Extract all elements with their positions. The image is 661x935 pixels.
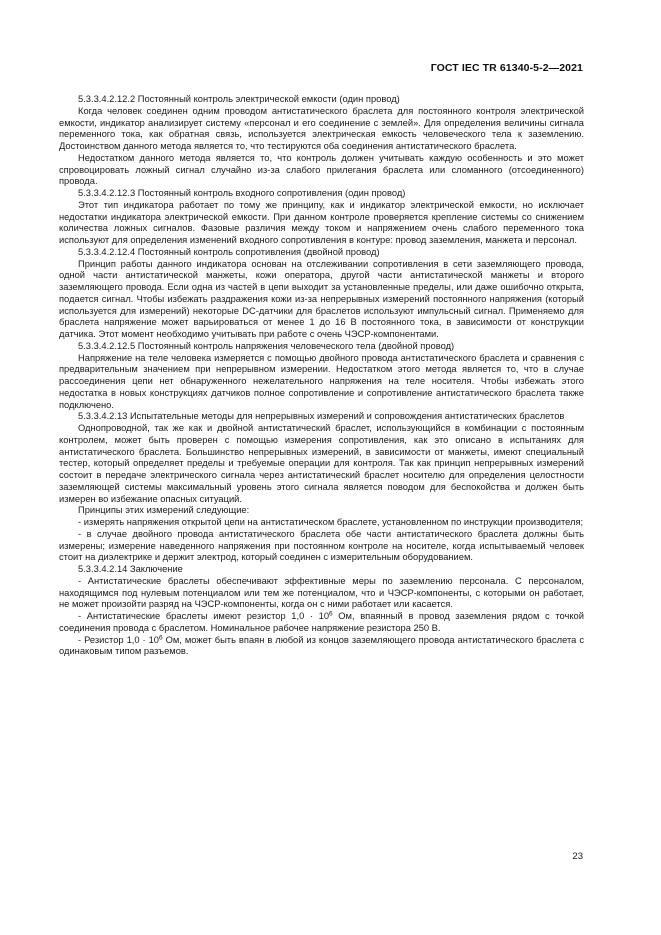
text-run: Ом, может быть впаян в любой из концов заземляющего провода антистатического браслета с одинаковым типом разъемов.	[59, 634, 584, 657]
section-heading: 5.3.3.4.2.12.5 Постоянный контроль напряжения человеческого тела (двойной провод)	[78, 340, 455, 351]
text-run: - Резистор 1,0 · 10	[78, 634, 160, 645]
list-item: - измерять напряжения открытой цепи на антистатическом браслете, установленном по инструкции производителя;	[78, 517, 584, 527]
page-number: 23	[572, 851, 583, 862]
list-item-resistor	[59, 635, 584, 659]
section-heading: 5.3.3.4.2.12.3 Постоянный контроль входного сопротивления (один провод)	[78, 188, 406, 198]
text-run: - Антистатические браслеты имеют резистор 1,0 · 10	[78, 611, 330, 621]
page-body	[59, 94, 584, 658]
exponent: 6	[329, 610, 333, 618]
paragraph: Напряжение на теле человека измеряется с помощью двойного провода антистатического браслета и сравнения с предварительным значением при непрерывном измерении. Недостатком этого метода является то, что в случае рассоединения цепи нет обнаруженного нежелательного напряжения на теле носителя. Чтобы избежать этого недостатка в новых конструкциях датчиков полное сопротивление и сопротивление антистатического браслета также подключено.	[59, 352, 584, 410]
paragraph: Когда человек соединен одним проводом антистатического браслета для постоянного контроля электрической емкости, индикатор анализирует систему «персонал и его соединение с землей». Для определения величины сигнала переменного тока, как обратная связь, используется электрическая емкость человеческого тела к заземлению. Достоинством данного метода является то, что тестируются оба соединения антистатического браслета.	[59, 105, 584, 151]
list-item: - в случае двойного провода антистатического браслета обе части антистатического браслета должны быть измерены; измерение наведенного напряжения при постоянном контроле на носителе, когда испытываемый человек стоит на диэлектрике и держит электрод, который соединен с измерительным оборудованием.	[59, 528, 584, 563]
paragraph: Однопроводной, так же как и двойной антистатический браслет, использующийся в комбинации с постоянным контролем, может быть проверен с помощью измерения сопротивления, как это описано в испытаниях для антистатического браслета. Большинство непрерывных измерений, в зависимости от манжеты, имеют специальный тестер, который определяет пределы и требуемые операции для контроля. Так как принцип непрерывных измерений состоит в передаче электрического сигнала через антистатический браслет носителю для определения целостности заземляющей системы максимальный уровень этого сигнала является поводом для беспокойства и должен быть измерен во избежание опасных ситуаций.	[59, 423, 584, 504]
section-heading: 5.3.3.4.2.12.2 Постоянный контроль электрической емкости (один провод)	[78, 94, 400, 104]
section-heading: 5.3.3.4.2.14 Заключение	[78, 564, 183, 574]
paragraph: Принцип работы данного индикатора основан на отслеживании сопротивления в сети заземляющего провода, одной части антистатической манжеты, кожи оператора, другой части антистатической манжеты и второго заземляющего провода. Если одна из частей в цепи выходит за установленные пределы, или даже ошибочно открыта, подается сигнал. Чтобы избежать раздражения кожи из-за непрерывных измерений постоянного напряжения (который используется для измерений) некоторые DC-датчики для браслетов используют импульсный сигнал. Применяемо для браслета напряжение может варьироваться от менее 1 до 16 В постоянного тока, в зависимости от конструкции датчика. Этот момент необходимо учитывать при работе с очень ЧЭСР-компонентами.	[59, 258, 584, 339]
list-item: - Антистатические браслеты обеспечивают эффективные меры по заземлению персонала. С персоналом, находящимся под нулевым потенциалом или тем же потенциалом, что и ЧЭСР-компоненты, с которыми он работает, не может произойти разряд на ЧЭСР-компоненты, когда он с ними работает или касается.	[59, 575, 584, 610]
exponent: 6	[159, 634, 163, 641]
paragraph: Этот тип индикатора работает по тому же принципу, как и индикатор электрической емкости, но исключает недостатки индикатора электрической емкости. При данном контроле проверяется крепление системы со снижением количества ложных сигналов. Фазовые различия между током и напряжением очень слабого переменного тока используют для определения изменений входного сопротивления в контуре: провод заземления, манжета и персонал.	[59, 199, 584, 245]
section-heading: 5.3.3.4.2.13 Испытательные методы для непрерывных измерений и сопровождения антистатических браслетов	[78, 411, 565, 422]
document-header: ГОСТ IEC TR 61340-5-2—2021	[430, 62, 583, 74]
list-intro: Принципы этих измерений следующие:	[78, 505, 250, 516]
text-run: Ом, впаянный в провод заземления рядом с точкой соединения провода с браслетом. Номинальное рабочее напряжение резистора 250 В.	[59, 611, 584, 633]
section-heading: 5.3.3.4.2.12.4 Постоянный контроль сопротивления (двойной провод)	[78, 246, 380, 257]
paragraph: Недостатком данного метода является то, что контроль должен учитывать каждую особенность и это может спровоцировать ложный сигнал случайно из-за слабого прилегания браслета или сломанного (отсоединенного) провода.	[59, 152, 584, 187]
list-item-resistor	[59, 611, 584, 635]
